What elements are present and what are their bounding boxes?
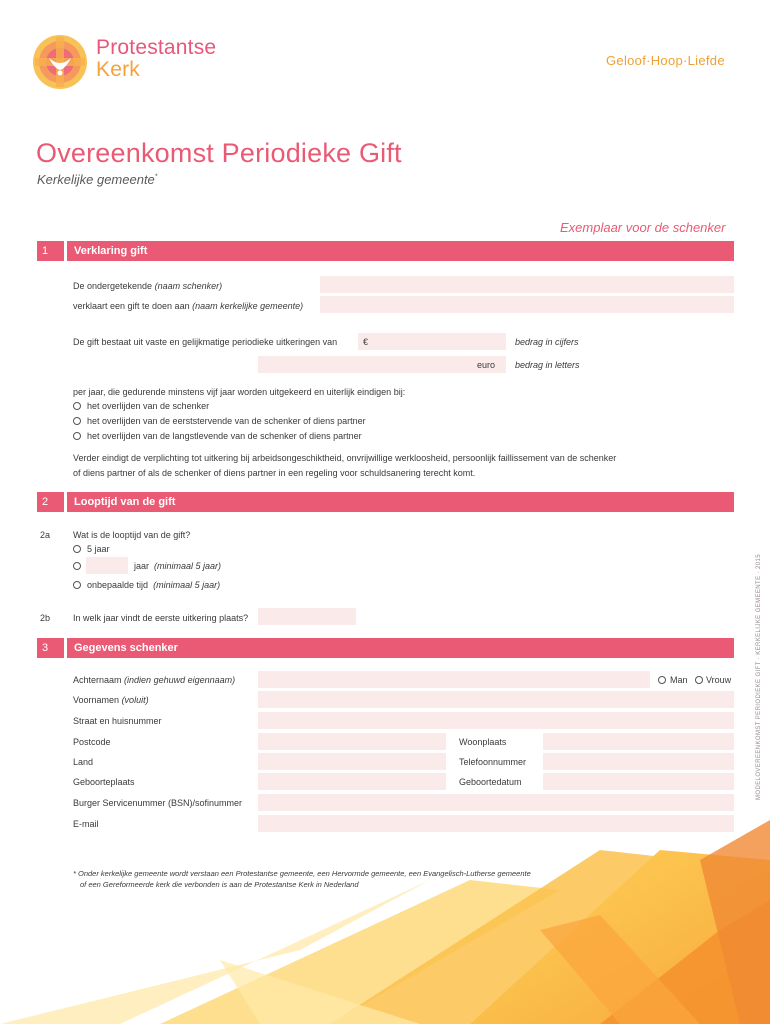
surname-label-hint: (indien gehuwd eigennaam): [124, 675, 236, 685]
document-title: Overeenkomst Periodieke Gift: [36, 138, 402, 168]
obligation-text-line1: Verder eindigt de verplichting tot uitkering bij arbeidsongeschiktheid, onvrijwillige werkloosheid, persoonlijk faillissement van de schenker: [73, 453, 617, 463]
city-field[interactable]: [543, 733, 734, 750]
country-field[interactable]: [258, 753, 446, 770]
brand-name-line1: Protestantse: [96, 36, 217, 59]
footnote-line1: * Onder kerkelijke gemeente wordt verstaan een Protestantse gemeente, een Hervormde gemeente, een Evangelisch-Lutherse gemeente: [73, 869, 531, 878]
email-field[interactable]: [258, 815, 734, 832]
donor-label-text: De ondergetekende: [73, 281, 153, 291]
duration-indefinite-text: onbepaalde tijd: [87, 580, 149, 590]
birthdate-label: Geboortedatum: [459, 777, 522, 787]
question-2b-number: 2b: [40, 613, 51, 623]
subtitle-footnote-mark: *: [154, 173, 158, 181]
amount-figures-field[interactable]: [358, 333, 506, 350]
per-year-text: per jaar, die gedurende minstens vijf jaar worden uitgekeerd en uiterlijk eindigen bij:: [73, 387, 406, 397]
duration-custom-label: [134, 561, 221, 571]
bsn-field[interactable]: [258, 794, 734, 811]
footnote-line2: of een Gereformeerde kerk die verbonden is aan de Protestantse Kerk in Nederland: [80, 880, 359, 889]
gender-female-label: Vrouw: [706, 675, 732, 685]
end-option-radio-2[interactable]: [73, 417, 81, 425]
end-option-label-1: het overlijden van de schenker: [87, 401, 210, 411]
postcode-label: Postcode: [73, 737, 111, 747]
firstnames-label: [73, 695, 149, 705]
amount-letters-field[interactable]: [258, 356, 506, 373]
duration-years-hint: (minimaal 5 jaar): [154, 561, 222, 571]
copy-label: Exemplaar voor de schenker: [560, 220, 726, 235]
phone-label: Telefoonnummer: [459, 757, 527, 767]
subtitle-text: Kerkelijke gemeente: [37, 172, 155, 187]
gender-male-label: Man: [670, 675, 688, 685]
postcode-field[interactable]: [258, 733, 446, 750]
firstnames-field[interactable]: [258, 691, 734, 708]
end-option-label-3: het overlijden van de langstlevende van de schenker of diens partner: [87, 431, 362, 441]
duration-5years-label: 5 jaar: [87, 544, 110, 554]
firstnames-label-hint: (voluit): [121, 695, 149, 705]
church-logo-icon: [32, 34, 88, 90]
section1-number: 1: [37, 241, 64, 261]
question-2b-label: In welk jaar vindt de eerste uitkering plaats?: [73, 613, 249, 623]
surname-label: [73, 675, 235, 685]
gender-male-radio[interactable]: [658, 676, 666, 684]
birthplace-label: Geboorteplaats: [73, 777, 135, 787]
document-subtitle: [37, 172, 158, 187]
gender-female-radio[interactable]: [695, 676, 703, 684]
section1-title: Verklaring gift: [67, 241, 734, 261]
obligation-text-line2: of diens partner of als de schenker of diens partner in een regeling voor schuldsanering terecht komt.: [73, 468, 476, 478]
currency-word: euro: [477, 360, 496, 370]
tagline: Geloof·Hoop·Liefde: [606, 53, 725, 68]
city-label: Woonplaats: [459, 737, 507, 747]
amount-letters-hint: bedrag in letters: [515, 360, 580, 370]
donor-label: [73, 281, 222, 291]
duration-indefinite-hint: (minimaal 5 jaar): [153, 580, 221, 590]
donor-name-field[interactable]: [320, 276, 734, 293]
duration-indefinite-radio[interactable]: [73, 581, 81, 589]
country-label: Land: [73, 757, 94, 767]
first-payment-year-field[interactable]: [258, 608, 356, 625]
bsn-label: Burger Servicenummer (BSN)/sofinummer: [73, 798, 243, 808]
birthdate-field[interactable]: [543, 773, 734, 790]
side-document-code: MODELOVEREENKOMST PERIODIEKE GIFT · KERKELIJKE GEMEENTE · 2015: [756, 554, 762, 800]
street-field[interactable]: [258, 712, 734, 729]
email-label: E-mail: [73, 819, 99, 829]
street-label: Straat en huisnummer: [73, 716, 162, 726]
section3-number: 3: [37, 638, 64, 658]
surname-field[interactable]: [258, 671, 650, 688]
duration-years-word: jaar: [134, 561, 150, 571]
duration-custom-radio[interactable]: [73, 562, 81, 570]
payments-label: De gift bestaat uit vaste en gelijkmatige periodieke uitkeringen van: [73, 337, 338, 347]
donor-label-hint: (naam schenker): [154, 281, 223, 291]
section2-title: Looptijd van de gift: [67, 492, 734, 512]
amount-figures-hint: bedrag in cijfers: [515, 337, 579, 347]
question-2a-number: 2a: [40, 530, 51, 540]
firstnames-label-text: Voornamen: [73, 695, 120, 705]
duration-5years-radio[interactable]: [73, 545, 81, 553]
section2-number: 2: [37, 492, 64, 512]
end-option-radio-3[interactable]: [73, 432, 81, 440]
congregation-name-field[interactable]: [320, 296, 734, 313]
birthplace-field[interactable]: [258, 773, 446, 790]
duration-indefinite-label: [87, 580, 220, 590]
surname-label-text: Achternaam: [73, 675, 122, 685]
duration-years-field[interactable]: [86, 557, 128, 574]
question-2a-label: Wat is de looptijd van de gift?: [73, 530, 191, 540]
end-option-radio-1[interactable]: [73, 402, 81, 410]
section3-title: Gegevens schenker: [67, 638, 734, 658]
declares-label-hint: (naam kerkelijke gemeente): [192, 301, 304, 311]
declares-label: [73, 301, 303, 311]
currency-symbol: €: [363, 337, 369, 347]
end-option-label-2: het overlijden van de eerststervende van de schenker of diens partner: [87, 416, 366, 426]
phone-field[interactable]: [543, 753, 734, 770]
brand-name-line2: Kerk: [96, 58, 140, 81]
declares-label-text: verklaart een gift te doen aan: [73, 301, 190, 311]
